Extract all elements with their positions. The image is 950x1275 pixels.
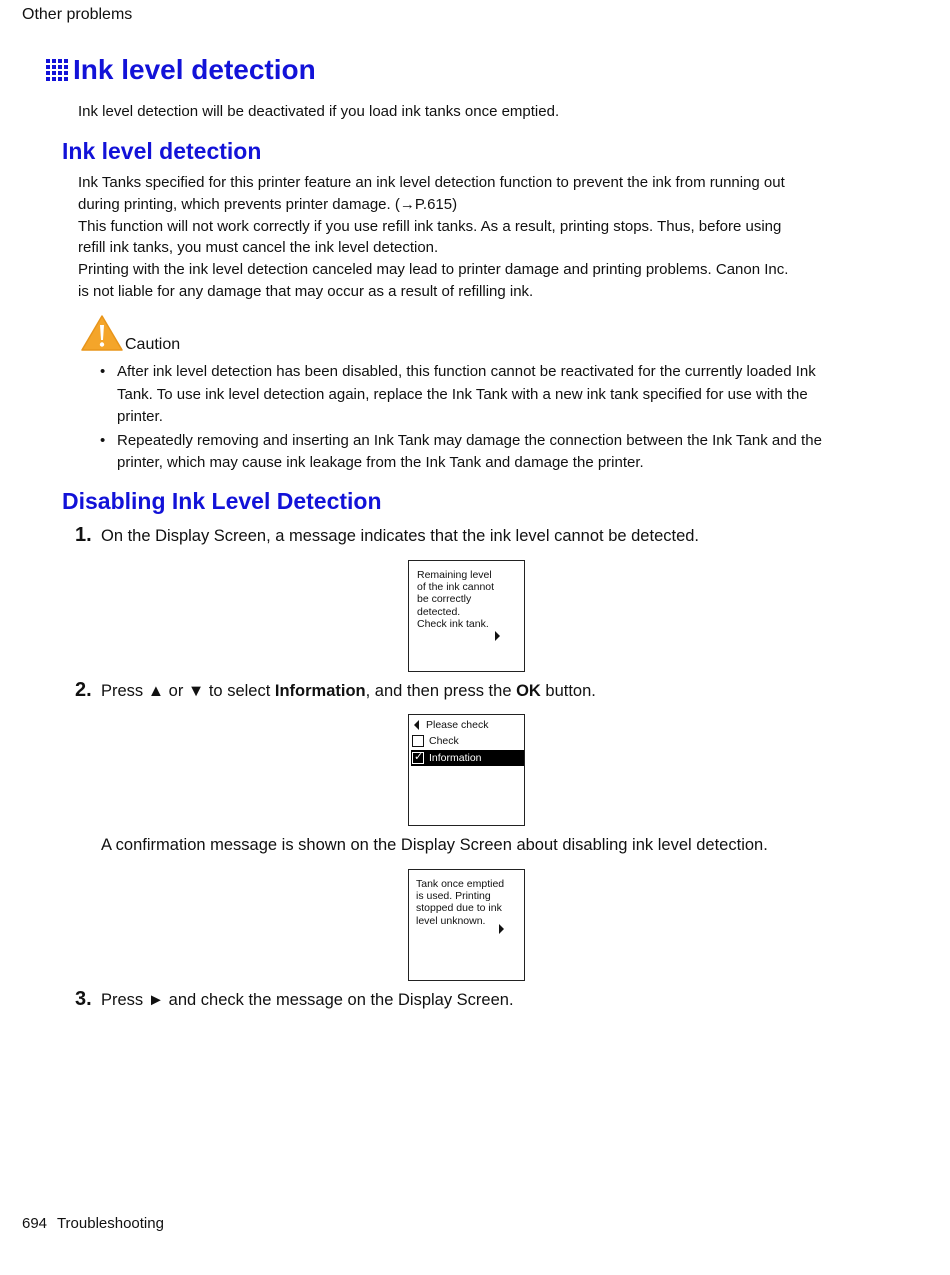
step-2 (75, 679, 596, 702)
step-number: 1. (75, 524, 92, 546)
display-screen-2 (408, 714, 525, 826)
footer-section: Troubleshooting (56, 1215, 164, 1232)
caution-label: Caution (125, 336, 181, 353)
caution-item: • After ink level detection has been disabled, this function cannot be reactivated for the currently loaded Ink Tank. To use ink level detection again, replace the Ink Tank with a new ink tank specified for use with the printer. (100, 361, 840, 429)
body-line: Printing with the ink level detection canceled may lead to printer damage and printing problems. Canon Inc. (78, 261, 789, 279)
step-1 (75, 524, 699, 547)
back-arrow-icon (414, 720, 419, 730)
grid-icon (46, 59, 68, 81)
step-text: On the Display Screen, a message indicates that the ink level cannot be detected. (101, 527, 700, 545)
right-arrow-icon (495, 631, 500, 641)
body-line: Ink Tanks specified for this printer feature an ink level detection function to prevent the ink from running out (78, 174, 785, 191)
section-title: Ink level detection (73, 54, 316, 85)
display-screen-1 (408, 560, 525, 672)
menu-row-label: Check (429, 734, 459, 747)
body-line: during printing, which prevents printer damage. (→P.615) (78, 195, 458, 213)
body-line: This function will not work correctly if you use refill ink tanks. As a result, printing stops. Thus, before using (78, 217, 782, 235)
screen-line: detected. (417, 605, 461, 618)
step-number: 3. (75, 988, 92, 1010)
running-head: Other problems (22, 6, 133, 23)
screen-message (416, 878, 516, 927)
screen-message (417, 569, 517, 630)
step-text-part: Press ▲ or ▼ to select (101, 682, 275, 700)
menu-row-please-check (411, 717, 524, 733)
caution-item: • Repeatedly removing and inserting an Ink Tank may damage the connection between the Ink Tank and the printer, which may cause ink leakage from the Ink Tank and damage the printer. (100, 430, 840, 475)
information-label: Information (274, 682, 366, 700)
section-heading (46, 54, 316, 86)
screen-line: level unknown. (416, 914, 486, 927)
menu-row-information (411, 750, 524, 766)
step-text: Press ► and check the message on the Display Screen. (101, 991, 514, 1009)
screen-line: Tank once emptied (416, 878, 505, 890)
step-number: 2. (75, 679, 92, 701)
screen-line: stopped due to ink (416, 902, 502, 915)
caution-list (100, 361, 840, 476)
menu-row-label: Information (429, 751, 482, 764)
confirmation-text: A confirmation message is shown on the Display Screen about disabling ink level detection. (101, 836, 768, 854)
warning-triangle-icon (80, 314, 124, 352)
body-line: is not liable for any damage that may occur as a result of refilling ink. (78, 282, 534, 300)
step-text-part: , and then press the (365, 682, 517, 700)
step-text-part: button. (540, 682, 596, 700)
screen-line: Check ink tank. (417, 617, 489, 630)
ok-button-label: OK (516, 682, 541, 700)
display-screen-3 (408, 869, 525, 981)
ink-level-body (78, 172, 838, 303)
section-intro: Ink level detection will be deactivated if you load ink tanks once emptied. (78, 103, 560, 120)
subsection-title-disabling: Disabling Ink Level Detection (62, 488, 382, 514)
caution-block (80, 314, 180, 352)
step-3 (75, 988, 514, 1011)
screen-line: of the ink cannot (417, 581, 495, 594)
screen-line: be correctly (417, 593, 472, 606)
screen-line: Remaining level (417, 569, 492, 581)
checkbox-icon (412, 735, 424, 747)
page-number: 694 (22, 1215, 48, 1232)
step-text (101, 682, 596, 701)
subsection-title-ink-level: Ink level detection (62, 138, 262, 164)
right-arrow-icon (499, 924, 504, 934)
checkbox-checked-icon: ✓ (414, 751, 424, 763)
screen-line: is used. Printing (416, 890, 491, 903)
menu-row-label: Please check (426, 718, 489, 731)
page-footer (22, 1215, 164, 1232)
menu-row-check (411, 733, 524, 749)
body-line: refill ink tanks, you must cancel the ink level detection. (78, 239, 439, 257)
